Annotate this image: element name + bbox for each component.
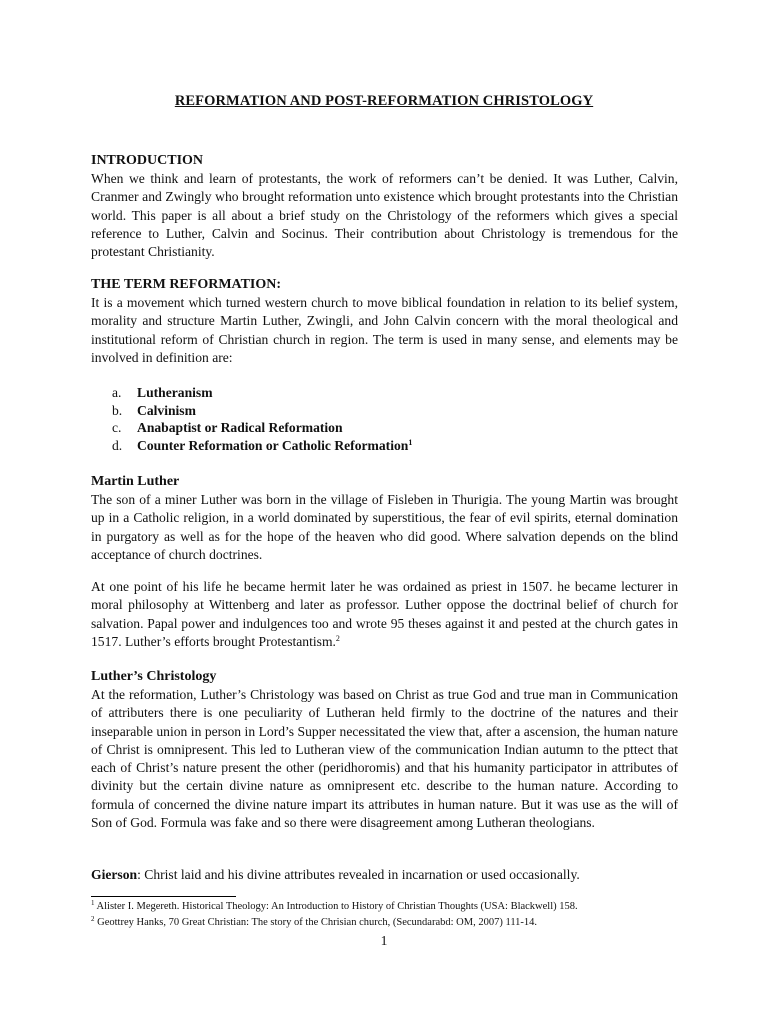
footnote-text: Geottrey Hanks, 70 Great Christian: The story of the Chrisian church, (Secundarabd: OM, 2007) 111-14. [94,917,538,928]
introduction-section [91,152,678,261]
luther-christology-paragraph: At the reformation, Luther’s Christology was based on Christ as true God and true man in Communication of attributers there is one peculiarity of Lutheran held firmly to the doctrine of the natures and their inseparable union in person in Lord’s Supper necessitated the view that, after a ascension, the human nature of Christ is omnipresent. This led to Lutheran view of the communication Indian autumn to the pttect that each of Christ’s nature present the other (peridhoromis) and that his humanity participator in attributes of divinity but the certain divine nature as omnipresent etc. describe to the human nature. According to formula of concerned the divine nature impart its attributes in human nature. But it was use as the will of Son of God. Formula was fake and so there were disagreement among Lutheran theologians. [91,687,678,831]
list-item-label: Calvinism [137,402,196,418]
reformation-types-list [112,384,672,454]
martin-luther-paragraph-2-text: At one point of his life he became hermit later he was ordained as priest in 1507. he became lecturer in moral philosophy at Wittenberg and later as professor. Luther oppose the doctrinal belief of church for salvation. Papal power and indulgences too and wrote 95 theses against it and pested at the church gates in 1517. Luther’s efforts brought Protestantism. [91,579,678,649]
footnote-number: 2 [91,915,95,923]
luther-christology-section [91,668,678,832]
footnote [91,916,691,929]
list-marker: a. [112,385,122,400]
term-reformation-section [91,276,678,367]
gierson-paragraph [91,866,678,884]
introduction-paragraph: When we think and learn of protestants, the work of reformers can’t be denied. It was Luther, Calvin, Cranmer and Zwingly who brought reformation unto existence which brought protestants into the Christian world. This paper is all about a brief study on the Christology of the reformers which gives a special reference to Luther, Calvin and Socinus. Their contribution about Christology is tremendous for the protestant Christianity. [91,171,678,260]
list-item-label: Counter Reformation or Catholic Reformation [137,437,409,453]
list-item [112,402,672,420]
list-item-label: Lutheranism [137,385,213,400]
gierson-text: : Christ laid and his divine attributes revealed in incarnation or used occasionally. [137,867,580,882]
martin-luther-paragraph-2 [91,578,678,651]
martin-luther-section-continued [91,578,678,651]
martin-luther-heading: Martin Luther [91,474,180,489]
list-item [112,419,672,437]
list-item [112,384,672,402]
list-marker: d. [112,437,123,453]
list-item [112,437,672,455]
martin-luther-section [91,473,678,564]
footnote-number: 1 [91,899,95,907]
list-marker: c. [112,420,122,435]
gierson-label: Gierson [91,867,138,882]
luther-christology-heading: Luther’s Christology [91,669,217,684]
page-number: 1 [380,933,388,948]
footnote-reference[interactable]: 1 [408,437,413,447]
gierson-section [91,866,678,884]
list-item-label: Anabaptist or Radical Reformation [137,420,343,435]
list-marker: b. [112,402,123,418]
term-reformation-heading: THE TERM REFORMATION: [91,277,282,292]
term-reformation-paragraph: It is a movement which turned western church to move biblical foundation in relation to its belief system, morality and structure Martin Luther, Zwingli, and John Calvin concern with the moral theological and institutional reform of Christian church in region. The term is used in many sense, and elements may be involved in definition are: [91,295,678,365]
footnote [91,900,691,913]
document-title: REFORMATION AND POST-REFORMATION CHRISTOLOGY [174,93,594,109]
footnote-text: Alister I. Megereth. Historical Theology: An Introduction to History of Christian Thoughts (USA: Blackwell) 158. [94,901,578,912]
footnote-divider [91,896,236,897]
introduction-heading: INTRODUCTION [91,153,204,168]
footnote-reference[interactable]: 2 [335,633,340,643]
martin-luther-paragraph-1: The son of a miner Luther was born in the village of Fisleben in Thurigia. The young Martin was brought up in a Catholic religion, in a world dominated by superstitious, the fear of evil spirits, eternal domination in purgatory as well as for the hope of the heaven who did good. Where salvation depends on the blind acceptance of church doctrines. [91,492,678,562]
